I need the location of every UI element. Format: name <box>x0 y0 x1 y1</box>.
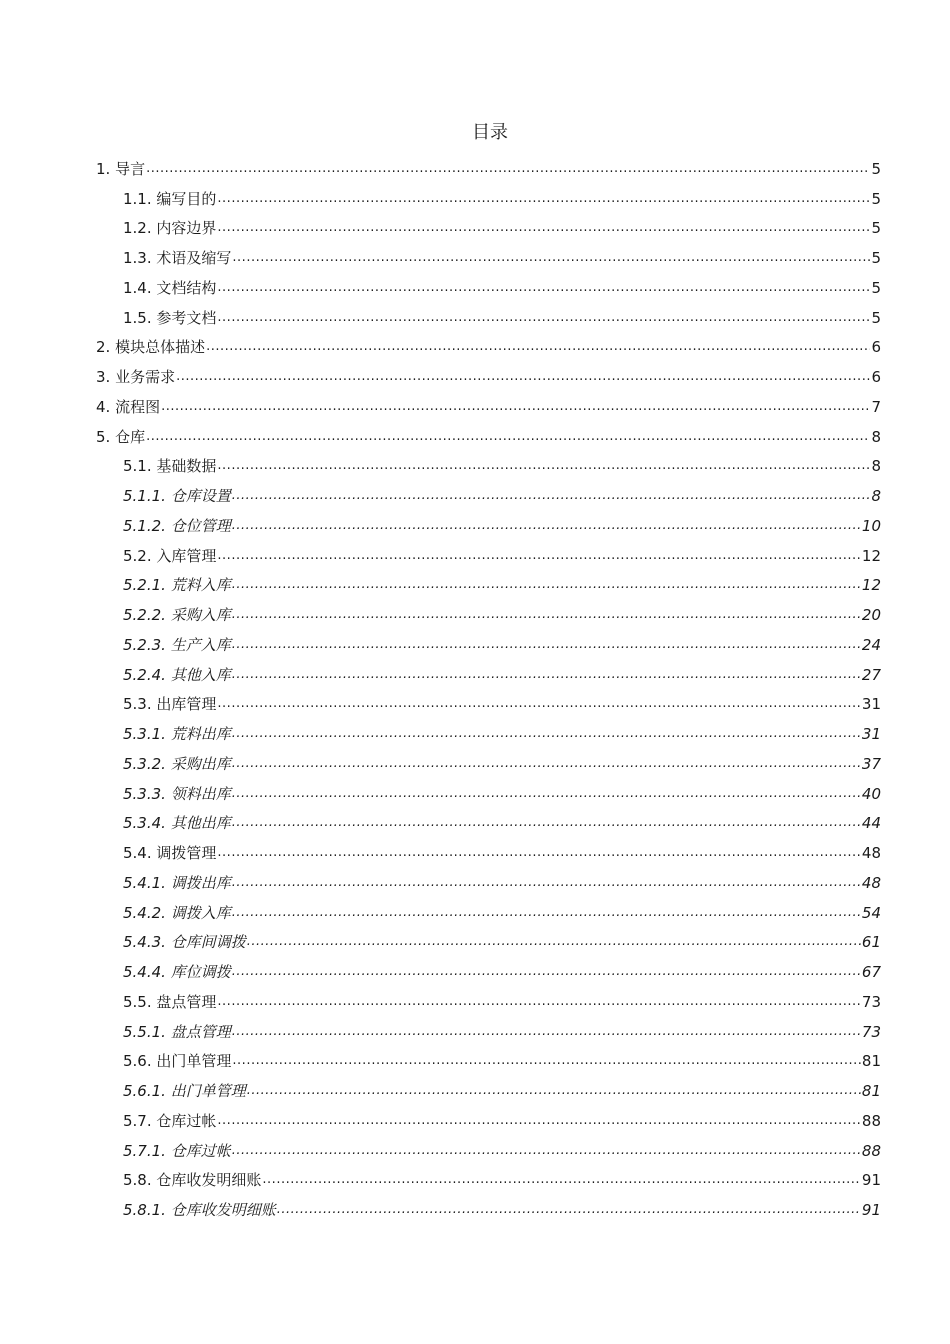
toc-entry-number: 1.1. <box>123 189 152 208</box>
toc-entry-page-number: 8 <box>871 457 881 476</box>
toc-entry-page-number: 20 <box>861 606 881 624</box>
toc-entry-label: 仓位管理 <box>170 516 231 535</box>
toc-entry-label: 调拨管理 <box>156 844 217 862</box>
toc-entry-label: 荒料入库 <box>170 576 231 595</box>
toc-entry-page-number: 5 <box>871 219 881 238</box>
toc-entry-page-number: 5 <box>871 249 881 267</box>
toc-dot-leader <box>277 1200 861 1220</box>
toc-entry-label: 采购入库 <box>170 606 231 624</box>
toc-dot-leader <box>217 189 870 209</box>
toc-entry-number: 5.5.1. <box>123 1022 166 1041</box>
toc-entry[interactable] <box>0 570 950 600</box>
toc-entry-number: 5.4.4. <box>123 963 166 981</box>
toc-dot-leader <box>161 397 870 417</box>
toc-entry[interactable] <box>0 867 950 897</box>
toc-entry[interactable] <box>0 778 950 808</box>
toc-dot-leader <box>232 873 861 893</box>
toc-entry[interactable] <box>0 361 950 391</box>
toc-dot-leader <box>232 575 861 595</box>
toc-entry-number: 5.2.3. <box>123 635 166 654</box>
toc-entry[interactable] <box>0 1046 950 1076</box>
toc-entry[interactable] <box>0 332 950 362</box>
toc-entry-page-number: 5 <box>871 159 881 178</box>
toc-entry-page-number: 81 <box>861 1082 881 1100</box>
toc-entry-label: 业务需求 <box>115 368 176 386</box>
toc-entry-number: 1.5. <box>123 308 152 327</box>
toc-entry[interactable] <box>0 748 950 778</box>
toc-dot-leader <box>232 1051 860 1071</box>
toc-entry-page-number: 91 <box>861 1171 881 1190</box>
toc-entry-page-number: 6 <box>871 338 881 357</box>
toc-entry-label: 仓库过帐 <box>156 1111 217 1130</box>
toc-entry-label: 出门单管理 <box>156 1052 232 1071</box>
toc-entry[interactable] <box>0 629 950 659</box>
toc-dot-leader <box>232 754 861 774</box>
toc-entry-label: 库位调拨 <box>170 963 231 981</box>
toc-entry-page-number: 81 <box>861 1052 881 1071</box>
toc-dot-leader <box>217 218 870 238</box>
toc-entry-label: 内容边界 <box>156 219 217 238</box>
toc-entry-page-number: 73 <box>861 1022 881 1041</box>
toc-dot-leader <box>217 456 870 476</box>
toc-entry-number: 5.1.1. <box>123 487 166 505</box>
toc-entry-number: 5.1.2. <box>123 516 166 535</box>
toc-dot-leader <box>232 605 861 625</box>
toc-dot-leader <box>232 724 861 744</box>
toc-entry-number: 5.4.2. <box>123 903 166 922</box>
toc-entry-label: 术语及缩写 <box>156 249 232 267</box>
toc-entry-number: 5.2.2. <box>123 606 166 624</box>
toc-entry-number: 5.3.4. <box>123 814 166 833</box>
toc-entry-page-number: 40 <box>861 784 881 803</box>
toc-entry-label: 盘点管理 <box>170 1022 231 1041</box>
toc-entry-page-number: 48 <box>861 844 881 862</box>
toc-entry-page-number: 12 <box>861 576 881 595</box>
toc-entry-label: 其他入库 <box>170 665 231 684</box>
toc-entry[interactable] <box>0 927 950 957</box>
toc-dot-leader <box>232 486 871 506</box>
toc-entry-page-number: 54 <box>861 903 881 922</box>
toc-entry-label: 仓库收发明细账 <box>170 1201 276 1219</box>
toc-entry-page-number: 91 <box>861 1201 881 1219</box>
toc-entry[interactable] <box>0 956 950 986</box>
toc-entry-label: 入库管理 <box>156 546 217 565</box>
toc-entry-page-number: 6 <box>871 368 881 386</box>
toc-entry-number: 5.8. <box>123 1171 152 1190</box>
toc-entry[interactable] <box>0 153 950 183</box>
toc-entry-page-number: 73 <box>861 992 881 1011</box>
toc-entry-number: 5.2. <box>123 546 152 565</box>
toc-entry-page-number: 10 <box>861 516 881 535</box>
toc-entry-label: 仓库 <box>115 427 146 446</box>
toc-dot-leader <box>217 694 860 714</box>
toc-entry-number: 5.5. <box>123 992 152 1011</box>
toc-dot-leader <box>217 843 860 863</box>
toc-entry-label: 文档结构 <box>156 278 217 297</box>
toc-entry-label: 仓库收发明细账 <box>156 1171 262 1190</box>
toc-entry[interactable] <box>0 183 950 213</box>
toc-entry-number: 5. <box>96 427 111 446</box>
toc-entry-label: 其他出库 <box>170 814 231 833</box>
toc-entry-page-number: 7 <box>871 397 881 416</box>
toc-entry-label: 盘点管理 <box>156 992 217 1011</box>
toc-entry[interactable] <box>0 1075 950 1105</box>
toc-entry-number: 5.3.1. <box>123 725 166 743</box>
toc-dot-leader <box>146 159 870 179</box>
toc-entry-label: 荒料出库 <box>170 725 231 743</box>
toc-entry-number: 5.4.3. <box>123 933 166 952</box>
toc-dot-leader <box>262 1170 860 1190</box>
toc-entry-page-number: 12 <box>861 546 881 565</box>
toc-entry[interactable] <box>0 421 950 451</box>
toc-entry[interactable] <box>0 480 950 510</box>
toc-entry-page-number: 5 <box>871 189 881 208</box>
toc-entry-label: 仓库设置 <box>170 487 231 505</box>
toc-entry-label: 参考文档 <box>156 308 217 327</box>
toc-dot-leader <box>217 546 860 566</box>
toc-dot-leader <box>232 635 861 655</box>
toc-entry-number: 5.7. <box>123 1111 152 1130</box>
toc-entry[interactable] <box>0 659 950 689</box>
toc-entry-number: 5.4.1. <box>123 873 166 892</box>
toc-entry-number: 5.8.1. <box>123 1201 166 1219</box>
toc-entry[interactable] <box>0 837 950 867</box>
toc-entry-number: 5.6. <box>123 1052 152 1071</box>
toc-dot-leader <box>217 992 860 1012</box>
toc-entry-label: 仓库过帐 <box>170 1141 231 1160</box>
toc-entry-label: 基础数据 <box>156 457 217 476</box>
toc-dot-leader <box>176 367 870 387</box>
toc-dot-leader <box>146 427 870 447</box>
toc-dot-leader <box>232 903 861 923</box>
toc-dot-leader <box>217 1111 860 1131</box>
toc-dot-leader <box>232 1141 861 1161</box>
toc-entry-page-number: 48 <box>861 873 881 892</box>
toc-entry-page-number: 88 <box>861 1141 881 1160</box>
toc-entry[interactable] <box>0 510 950 540</box>
toc-entry-number: 5.3.3. <box>123 784 166 803</box>
toc-entry-label: 领料出库 <box>170 784 231 803</box>
toc-entry-page-number: 5 <box>871 278 881 297</box>
toc-entry-number: 5.3. <box>123 695 152 714</box>
toc-entry[interactable] <box>0 272 950 302</box>
toc-entry-label: 调拨出库 <box>170 873 231 892</box>
toc-dot-leader <box>247 932 861 952</box>
toc-list <box>0 153 950 1224</box>
toc-entry-number: 5.1. <box>123 457 152 476</box>
toc-entry-number: 1.2. <box>123 219 152 238</box>
toc-entry[interactable] <box>0 242 950 272</box>
toc-entry-page-number: 5 <box>871 308 881 327</box>
toc-entry-number: 5.4. <box>123 844 152 862</box>
toc-entry-page-number: 44 <box>861 814 881 833</box>
toc-entry-label: 模块总体描述 <box>115 338 206 357</box>
toc-entry-number: 5.7.1. <box>123 1141 166 1160</box>
toc-entry-label: 出门单管理 <box>170 1082 246 1100</box>
toc-entry[interactable] <box>0 213 950 243</box>
toc-dot-leader <box>232 1022 861 1042</box>
toc-entry-label: 采购出库 <box>170 754 231 773</box>
toc-entry-label: 导言 <box>115 159 146 178</box>
toc-entry[interactable] <box>0 718 950 748</box>
toc-entry[interactable] <box>0 1135 950 1165</box>
toc-entry-page-number: 24 <box>861 635 881 654</box>
toc-entry-number: 5.6.1. <box>123 1082 166 1100</box>
toc-entry-label: 出库管理 <box>156 695 217 714</box>
toc-entry[interactable] <box>0 391 950 421</box>
toc-entry-number: 1. <box>96 159 111 178</box>
toc-entry[interactable] <box>0 986 950 1016</box>
toc-entry[interactable] <box>0 808 950 838</box>
toc-title: 目录 <box>472 122 508 143</box>
toc-entry-number: 1.4. <box>123 278 152 297</box>
toc-entry-label: 编写目的 <box>156 189 217 208</box>
toc-entry-page-number: 61 <box>861 933 881 952</box>
toc-dot-leader <box>247 1081 861 1101</box>
toc-dot-leader <box>232 248 870 268</box>
toc-entry-page-number: 31 <box>861 725 881 743</box>
toc-entry[interactable] <box>0 540 950 570</box>
toc-dot-leader <box>232 813 861 833</box>
toc-entry-number: 5.2.4. <box>123 665 166 684</box>
toc-entry-page-number: 67 <box>861 963 881 981</box>
toc-entry-number: 5.3.2. <box>123 754 166 773</box>
toc-entry-page-number: 8 <box>871 487 881 505</box>
toc-entry-label: 流程图 <box>115 397 161 416</box>
toc-entry-number: 2. <box>96 338 111 357</box>
toc-entry[interactable] <box>0 1105 950 1135</box>
toc-dot-leader <box>232 516 861 536</box>
toc-entry[interactable] <box>0 897 950 927</box>
toc-entry[interactable] <box>0 1165 950 1195</box>
toc-entry-page-number: 27 <box>861 665 881 684</box>
toc-entry-label: 生产入库 <box>170 635 231 654</box>
toc-entry[interactable] <box>0 599 950 629</box>
toc-entry-page-number: 37 <box>861 754 881 773</box>
toc-dot-leader <box>232 665 861 685</box>
toc-entry-number: 1.3. <box>123 249 152 267</box>
toc-entry[interactable] <box>0 1016 950 1046</box>
toc-dot-leader <box>217 308 870 328</box>
toc-entry-label: 调拨入库 <box>170 903 231 922</box>
toc-entry-label: 仓库间调拨 <box>170 933 246 952</box>
toc-entry[interactable] <box>0 451 950 481</box>
toc-entry[interactable] <box>0 302 950 332</box>
toc-entry-number: 5.2.1. <box>123 576 166 595</box>
toc-entry[interactable] <box>0 689 950 719</box>
toc-dot-leader <box>232 784 861 804</box>
toc-dot-leader <box>232 962 861 982</box>
toc-dot-leader <box>217 278 870 298</box>
toc-entry-number: 4. <box>96 397 111 416</box>
toc-entry-page-number: 8 <box>871 427 881 446</box>
toc-dot-leader <box>206 337 870 357</box>
toc-entry-page-number: 88 <box>861 1111 881 1130</box>
toc-entry[interactable] <box>0 1194 950 1224</box>
toc-entry-number: 3. <box>96 368 111 386</box>
toc-entry-page-number: 31 <box>861 695 881 714</box>
